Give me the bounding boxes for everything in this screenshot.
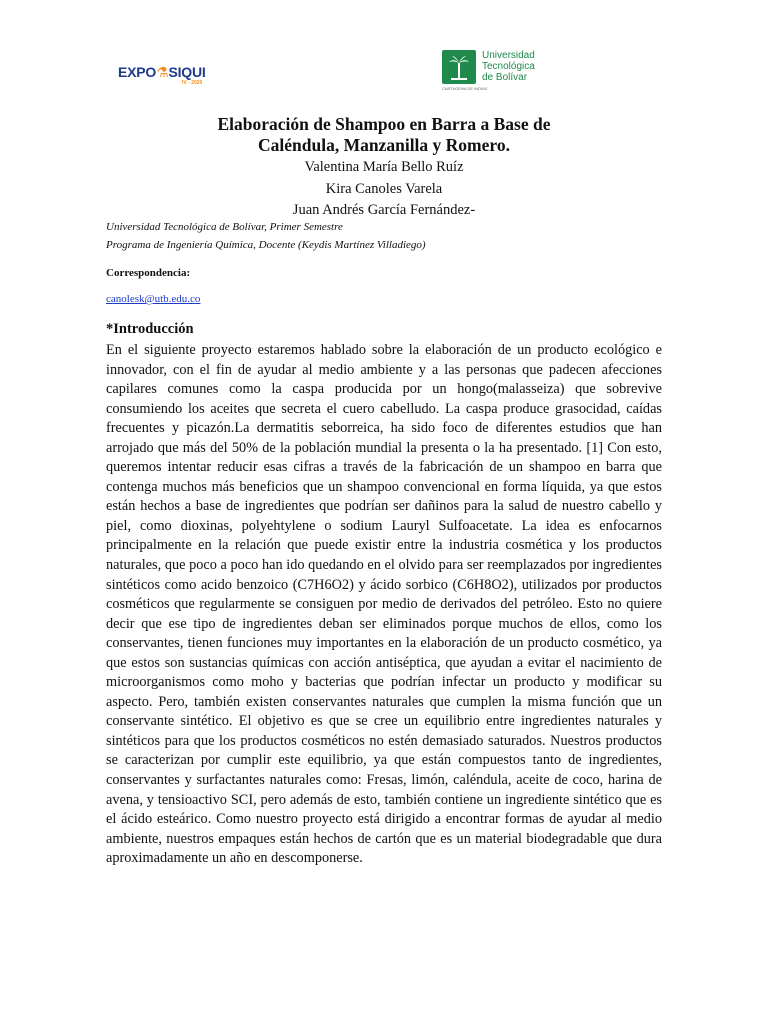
- siqui-word: SIQUI: [168, 63, 206, 80]
- correspondence-email-link[interactable]: canolesk@utb.edu.co: [106, 293, 201, 305]
- utb-name-line3: de Bolívar: [482, 72, 528, 83]
- exposiqui-logo: [118, 54, 206, 90]
- document-title: [106, 114, 662, 156]
- author-name: Valentina María Bello Ruíz: [304, 159, 464, 175]
- affiliation-line2: Programa de Ingeniería Química, Docente (Keydis Martínez Villadiego): [106, 239, 426, 251]
- affiliation: [106, 218, 666, 254]
- section-heading-introduccion: *Introducción: [106, 321, 194, 337]
- utb-name: [482, 50, 535, 83]
- exposiqui-logo-text: [118, 64, 206, 81]
- title-line1: Elaboración de Shampoo en Barra a Base de: [217, 114, 551, 134]
- title-line2: Caléndula, Manzanilla y Romero.: [258, 135, 510, 155]
- utb-tagline: CARTAGENA DE INDIAS: [442, 86, 488, 91]
- exposiqui-edition: IV - 2020: [182, 80, 203, 86]
- utb-name-line2: Tecnológica: [482, 61, 535, 72]
- correspondence-label: Correspondencia:: [106, 267, 191, 279]
- author-name: Juan Andrés García Fernández-: [292, 202, 476, 218]
- affiliation-line1: Universidad Tecnológica de Bolívar, Primer Semestre: [106, 221, 343, 233]
- author-list: [106, 157, 662, 222]
- utb-name-line1: Universidad: [482, 50, 535, 61]
- author-name: Kira Canoles Varela: [325, 180, 443, 197]
- flask-icon: ⚗: [156, 63, 169, 80]
- introduction-paragraph: En el siguiente proyecto estaremos hablado sobre la elaboración de un producto ecológico e innovador, con el fin de ayudar al medio ambiente y a las personas que padecen afecciones capilares comunes como la caspa producida por un hongo(malasseiza) que sobrevive consumiendo los aceites que secreta el cuero cabelludo. La caspa produce grasocidad, caídas frecuentes y picazón.La dermatitis seborreica, ha sido foco de diferentes estudios que han arrojado que más del 50% de la población mundial la presenta o la ha presentado. [1] Con esto, queremos intentar reducir esas cifras a través de la fabricación de un shampoo en barra que contenga muchos más beneficios que un shampoo convencional en forma líquida, ya que estos están hechos a base de ingredientes que podrían ser dañinos para la salud de nuestro cabello y piel, como dioxinas, polyehtylene o sodium Lauryl Sulfoacetate. La idea es enfocarnos principalmente en la relación que puede existir entre la industria cosmética y los productos naturales, que poco a poco han ido quedando en el olvido para ser reemplazados por ingredientes sintéticos como acido benzoico (C7H6O2) y ácido sorbico (C6H8O2), utilizados por productos cosméticos que regularmente se consiguen por medio de derivados del petróleo. Esto no quiere decir que ese tipo de ingredientes deban ser eliminados porque muchos de ellos, como los conservantes, tienen funciones muy importantes en la elaboración de un producto cosmético, ya que estos son sustancias químicas con acción antiséptica, que ayudan a evitar el nacimiento de microorganismos como moho y bacterias que podrían infectar un producto y modificar su aspecto. Pero, también existen conservantes naturales que cumplen la misma función que un conservante sintético. El objetivo es que se cree un equilibrio entre ingredientes naturales y sintéticos para que los productos cosméticos no estén demasiado saturados. Nuestros productos se caracterizan por cumplir este equilibrio, ya que están compuestos tanto de ingredientes, conservantes y surfactantes naturales como: Fresas, limón, caléndula, aceite de coco, harina de avena, y tensioactivo SCI, pero además de esto, también contiene un ingrediente sintético que es el ácido esteárico. Como nuestro proyecto está dirigido a encontrar formas de ayudar al medio ambiente, nuestros empaques están hechos de cartón que es un material biodegradable que dura aproximadamente un año en descomponerse.: [106, 342, 662, 867]
- expo-word: EXPO: [118, 63, 157, 80]
- page-header: [0, 0, 768, 100]
- palm-tree-icon: [442, 50, 476, 84]
